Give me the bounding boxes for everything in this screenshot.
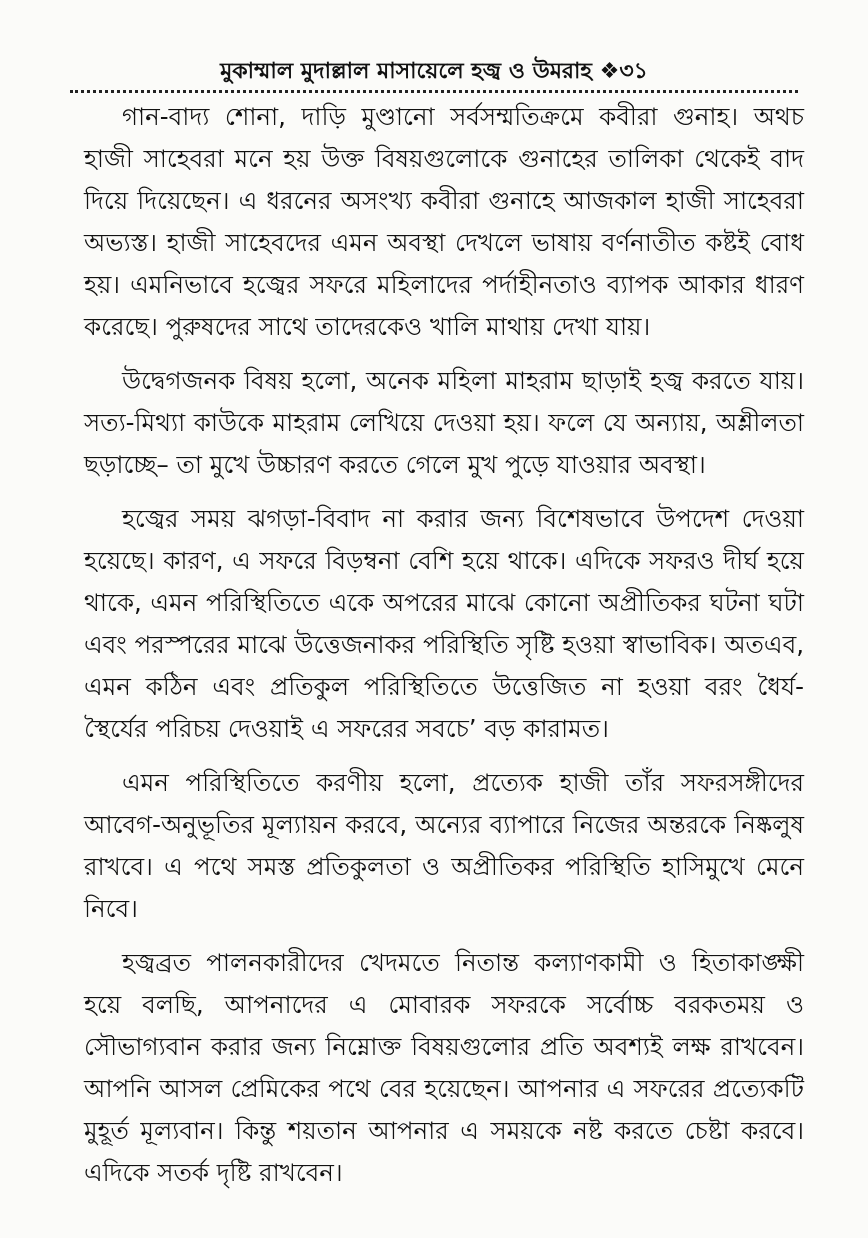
paragraph-5: হজ্বব্রত পালনকারীদের খেদমতে নিতান্ত কল্যাণকামী ও হিতাকাঙ্ক্ষী হয়ে বলছি, আপনাদের এ মোবারক সফরকে সর্বোচ্চ বরকতময় ও সৌভাগ্যবান করার জন্য নিম্নোক্ত বিষয়গুলোর প্রতি অবশ্যই লক্ষ রাখবেন। আপনি আসল প্রেমিকের পথে বের হয়েছেন। আপনার এ সফরের প্রত্যেকটি মুহূর্ত মূল্যবান। কিন্তু শয়তান আপনার এ সময়কে নষ্ট করতে চেষ্টা করবে। এদিকে সতর্ক দৃষ্টি রাখবেন। xyxy=(84,948,804,1187)
paragraph-4: এমন পরিস্থিতিতে করণীয় হলো, প্রত্যেক হাজী তাঁর সফরসঙ্গীদের আবেগ-অনুভূতির মূল্যায়ন করবে, অন্যের ব্যাপারে নিজের অন্তরকে নিষ্কলুষ রাখবে। এ পথে সমস্ত প্রতিকুলতা ও অপ্রীতিকর পরিস্থিতি হাসিমুখে মেনে নিবে। xyxy=(84,768,804,923)
header-dotted-rule xyxy=(70,90,798,93)
paragraph-2: উদ্বেগজনক বিষয় হলো, অনেক মহিলা মাহরাম ছাড়াই হজ্ব করতে যায়। সত্য-মিথ্যা কাউকে মাহরাম লেখিয়ে দেওয়া হয়। ফলে যে অন্যায়, অশ্লীলতা ছড়াচ্ছে– তা মুখে উচ্চারণ করতে গেলে মুখ পুড়ে যাওয়ার অবস্থা। xyxy=(84,366,804,479)
paragraph-3: হজ্বের সময় ঝগড়া-বিবাদ না করার জন্য বিশেষভাবে উপদেশ দেওয়া হয়েছে। কারণ, এ সফরে বিড়ম্বনা বেশি হয়ে থাকে। এদিকে সফরও দীর্ঘ হয়ে থাকে, এমন পরিস্থিতিতে একে অপরের মাঝে কোনো অপ্রীতিকর ঘটনা ঘটা এবং পরস্পরের মাঝে উত্তেজনাকর পরিস্থিতি সৃষ্টি হওয়া স্বাভাবিক। অতএব, এমন কঠিন এবং প্রতিকুল পরিস্থিতিতে উত্তেজিত না হওয়া বরং ধৈর্য-স্থৈর্যের পরিচয় দেওয়াই এ সফরের সবচে’ বড় কারামত। xyxy=(84,504,804,743)
paragraph-1: গান-বাদ্য শোনা, দাড়ি মুণ্ডানো সর্বসম্মতিক্রমে কবীরা গুনাহ। অথচ হাজী সাহেবরা মনে হয় উক্ত বিষয়গুলোকে গুনাহের তালিকা থেকেই বাদ দিয়ে দিয়েছেন। এ ধরনের অসংখ্য কবীরা গুনাহে আজকাল হাজী সাহেবরা অভ্যস্ত। হাজী সাহেবদের এমন অবস্থা দেখলে ভাষায় বর্ণনাতীত কষ্টই বোধ হয়। এমনিভাবে হজ্বের সফরে মহিলাদের পর্দাহীনতাও ব্যাপক আকার ধারণ করেছে। পুরুষদের সাথে তাদেরকেও খালি মাথায় দেখা যায়। xyxy=(84,102,804,341)
body-text xyxy=(84,96,804,1194)
running-header: মুকাম্মাল মুদাল্লাল মাসায়েলে হজ্ব ও উমরাহ ❖৩১ xyxy=(220,59,648,84)
